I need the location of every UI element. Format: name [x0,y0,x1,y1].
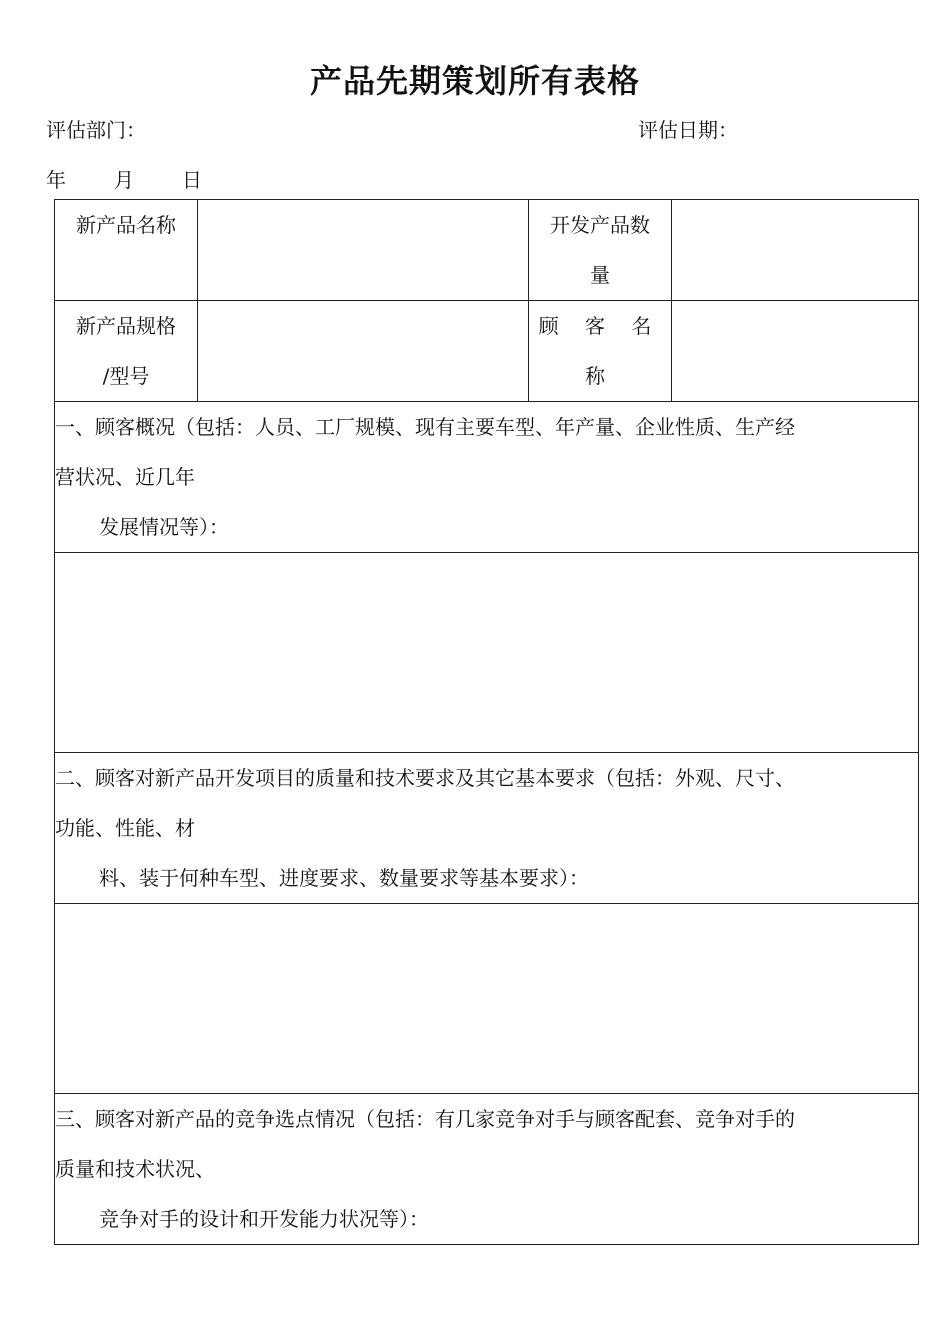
product-spec-row [55,301,919,402]
dev-quantity-label-line1: 开发产品数 [550,213,650,237]
section1-answer-row [55,553,919,753]
section3-heading-row [55,1094,919,1245]
section2-heading-row [55,753,919,904]
section1-line3: 发展情况等）： [99,515,229,539]
section2-heading [55,753,919,904]
section1-line1: 一、顾客概况（包括：人员、工厂规模、现有主要车型、年产量、企业性质、生产经 [55,415,795,439]
section3-heading [55,1094,919,1245]
customer-name-label [529,301,672,402]
date-fields [46,164,202,193]
section1-answer-field[interactable] [55,553,919,753]
product-spec-label-line1: 新产品规格 [76,314,176,338]
section3-line1: 三、顾客对新产品的竞争选点情况（包括：有几家竞争对手与顾客配套、竞争对手的 [55,1107,795,1131]
product-name-label [55,200,198,301]
day-label: 日 [182,168,202,192]
section1-line2: 营状况、近几年 [55,465,195,489]
dev-quantity-field[interactable] [672,200,919,301]
dev-quantity-label [529,200,672,301]
dev-quantity-label-line2: 量 [590,263,610,287]
month-label: 月 [114,168,134,192]
section2-answer-row [55,904,919,1094]
customer-name-field[interactable] [672,301,919,402]
product-spec-label-line2: /型号 [102,364,150,388]
product-name-label-text: 新产品名称 [76,213,176,237]
customer-name-label-text: 顾 客 名 称 [538,314,662,388]
section3-line3: 竞争对手的设计和开发能力状况等）： [99,1207,429,1231]
section2-line3: 料、装于何种车型、进度要求、数量要求等基本要求）： [99,866,589,890]
section2-answer-field[interactable] [55,904,919,1094]
product-spec-field[interactable] [198,301,529,402]
section2-line2: 功能、性能、材 [55,816,195,840]
product-name-row [55,200,919,301]
planning-form-table [54,199,919,1245]
section1-heading-row [55,402,919,553]
date-label: 评估日期： [638,118,738,142]
year-label: 年 [46,168,66,192]
section3-line2: 质量和技术状况、 [55,1157,215,1181]
section2-line1: 二、顾客对新产品开发项目的质量和技术要求及其它基本要求（包括：外观、尺寸、 [55,766,795,790]
product-spec-label [55,301,198,402]
dept-label: 评估部门： [46,118,146,142]
page-title: 产品先期策划所有表格 [309,62,640,100]
section1-heading [55,402,919,553]
product-name-field[interactable] [198,200,529,301]
